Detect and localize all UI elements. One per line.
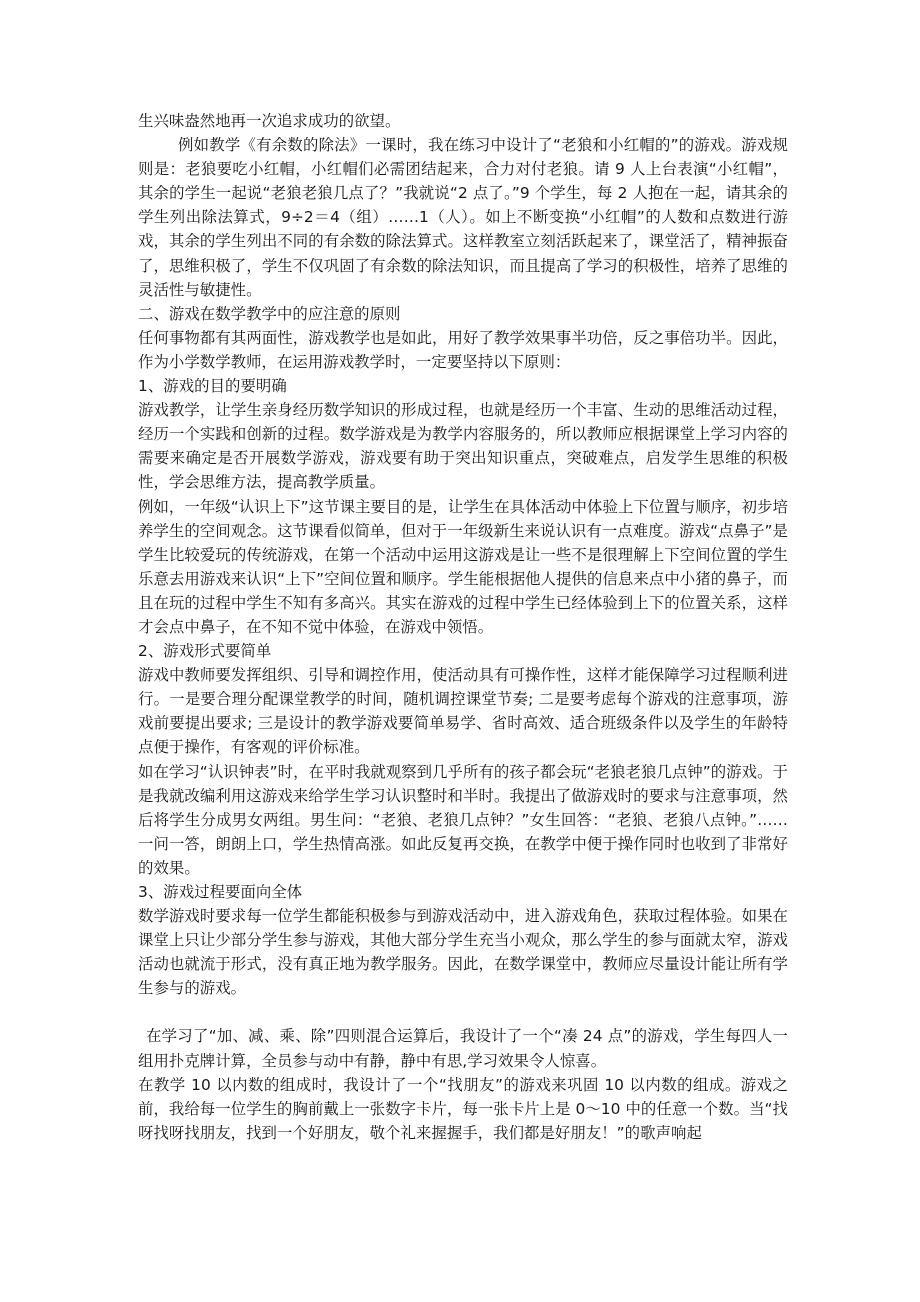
- blank-line: [138, 1000, 788, 1024]
- subheading-goal-clear: 1、游戏的目的要明确: [138, 377, 287, 396]
- paragraph-continuation: 生兴味盎然地再一次追求成功的欲望。: [138, 112, 401, 130]
- section-heading-principles: 二、游戏在数学教学中的应注意的原则: [138, 304, 401, 323]
- paragraph-principles-intro: 任何事物都有其两面性，游戏教学也是如此，用好了教学效果事半功倍，反之事倍功半。因此，作为小学数学教师，在运用游戏教学时，一定要坚持以下原则：: [138, 328, 788, 371]
- document-page: [138, 109, 788, 1145]
- paragraph-example-clock: 如在学习“认识钟表”时，在平时我就观察到几乎所有的孩子都会玩“老狼老狼几点钟”的游戏。于是我就改编利用这游戏来给学生学习认识整时和半时。我提出了做游戏时的要求与注意事项，然后将学生分成男女两组。男生问：“老狼、老狼几点钟？”女生回答：“老狼、老狼八点钟。”……一问一答，朗朗上口，学生热情高涨。如此反复再交换，在教学中便于操作同时也收到了非常好的效果。: [138, 762, 788, 877]
- paragraph-24-points: 在学习了“加、减、乘、除”四则混合运算后，我设计了一个“凑 24 点”的游戏，学生每四人一组用扑克牌计算，全员参与动中有静，静中有思,学习效果令人惊喜。: [138, 1027, 788, 1070]
- paragraph-find-friends: 在教学 10 以内数的组成时，我设计了一个“找朋友”的游戏来巩固 10 以内数的组成。游戏之前，我给每一位学生的胸前戴上一张数字卡片，每一张卡片上是 0～10 中的任意一个数。当“找呀找呀找朋友，找到一个好朋友，敬个礼来握握手，我们都是好朋友！”的歌声响起: [138, 1075, 788, 1142]
- subheading-all-students: 3、游戏过程要面向全体: [138, 883, 303, 901]
- subheading-form-simple: 2、游戏形式要简单: [138, 642, 272, 661]
- paragraph-all-students: 数学游戏时要求每一位学生都能积极参与到游戏活动中，进入游戏角色，获取过程体验。如果在课堂上只让少部分学生参与游戏，其他大部分学生充当小观众，那么学生的参与面就太窄，游戏活动也就流于形式，没有真正地为教学服务。因此，在数学课堂中，教师应尽量设计能让所有学生参与的游戏。: [138, 907, 788, 998]
- paragraph-example-up-down: 例如，一年级“认识上下”这节课主要目的是，让学生在具体活动中体验上下位置与顺序，初步培养学生的空间观念。这节课看似简单，但对于一年级新生来说认识有一点难度。游戏“点鼻子”是学生比较爱玩的传统游戏，在第一个活动中运用这游戏是让一些不是很理解上下空间位置的学生乐意去用游戏来认识“上下”空间位置和顺序。学生能根据他人提供的信息来点中小猪的鼻子，而且在玩的过程中学生不知有多高兴。其实在游戏的过程中学生已经体验到上下的位置关系，这样才会点中鼻子，在不知不觉中体验，在游戏中领悟。: [138, 497, 788, 636]
- paragraph-example-division: 例如教学《有余数的除法》一课时，我在练习中设计了“老狼和小红帽的”的游戏。游戏规则是：老狼要吃小红帽，小红帽们必需团结起来，合力对付老狼。请 9 人上台表演“小红帽”，其余的学生一起说“老狼老狼几点了？”我就说“2 点了。”9 个学生，每 2 人抱在一起，请其余的学生列出除法算式，9÷2＝4（组）……1（人）。如上不断变换“小红帽”的人数和点数进行游戏，其余的学生列出不同的有余数的除法算式。这样教室立刻活跃起来了，课堂活了，精神振奋了，思维积极了，学生不仅巩固了有余数的除法知识，而且提高了学习的积极性，培养了思维的灵活性与敏捷性。: [138, 136, 788, 299]
- paragraph-goal-clear: 游戏教学，让学生亲身经历数学知识的形成过程，也就是经历一个丰富、生动的思维活动过程，经历一个实践和创新的过程。数学游戏是为教学内容服务的，所以教师应根据课堂上学习内容的需要来确定是否开展数学游戏，游戏要有助于突出知识重点，突破难点，启发学生思维的积极性，学会思维方法，提高教学质量。: [138, 401, 788, 492]
- paragraph-form-simple: 游戏中教师要发挥组织、引导和调控作用，使活动具有可操作性，这样才能保障学习过程顺利进行。一是要合理分配课堂教学的时间，随机调控课堂节奏; 二是要考虑每个游戏的注意事项，游戏前要提出要求; 三是设计的教学游戏要简单易学、省时高效、适合班级条件以及学生的年龄特点便于操作，有客观的评价标准。: [138, 666, 788, 757]
